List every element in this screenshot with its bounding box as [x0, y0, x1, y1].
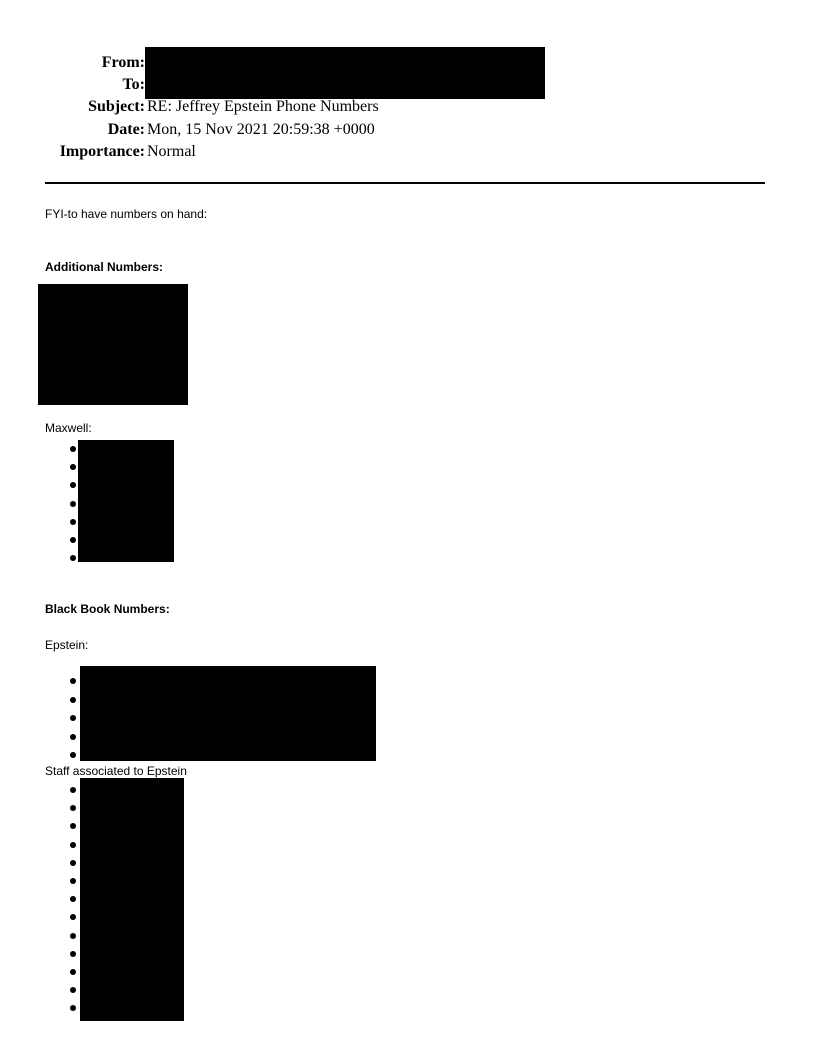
list-bullet — [70, 555, 76, 561]
from-label: From: — [101, 54, 145, 71]
list-bullet — [70, 715, 76, 721]
list-bullet — [70, 752, 76, 758]
list-bullet — [70, 823, 76, 829]
redaction-from-to — [145, 47, 545, 99]
list-bullet — [70, 482, 76, 488]
list-bullet — [70, 987, 76, 993]
staff-label: Staff associated to Epstein — [45, 764, 187, 778]
list-bullet — [70, 787, 76, 793]
intro-text: FYI-to have numbers on hand: — [45, 207, 208, 221]
list-bullet — [70, 805, 76, 811]
importance-value: Normal — [147, 143, 196, 160]
list-bullet — [70, 1005, 76, 1011]
black-book-heading: Black Book Numbers: — [45, 602, 170, 616]
list-bullet — [70, 734, 76, 740]
epstein-label: Epstein: — [45, 638, 89, 652]
redaction-additional-numbers — [38, 284, 188, 405]
maxwell-label: Maxwell: — [45, 421, 92, 435]
list-bullet — [70, 446, 76, 452]
list-bullet — [70, 951, 76, 957]
subject-value: RE: Jeffrey Epstein Phone Numbers — [147, 98, 379, 115]
list-bullet — [70, 501, 76, 507]
list-bullet — [70, 537, 76, 543]
list-bullet — [70, 697, 76, 703]
list-bullet — [70, 842, 76, 848]
header-divider — [45, 182, 765, 184]
redaction-staff-list — [80, 778, 184, 1021]
redaction-maxwell-list — [78, 440, 174, 562]
list-bullet — [70, 878, 76, 884]
to-label: To: — [122, 76, 145, 93]
list-bullet — [70, 969, 76, 975]
list-bullet — [70, 914, 76, 920]
list-bullet — [70, 933, 76, 939]
list-bullet — [70, 678, 76, 684]
list-bullet — [70, 464, 76, 470]
date-value: Mon, 15 Nov 2021 20:59:38 +0000 — [147, 121, 375, 138]
list-bullet — [70, 860, 76, 866]
list-bullet — [70, 519, 76, 525]
subject-label: Subject: — [88, 98, 145, 115]
redaction-epstein-list — [80, 666, 376, 761]
date-label: Date: — [107, 121, 145, 138]
additional-numbers-heading: Additional Numbers: — [45, 260, 164, 274]
importance-label: Importance: — [59, 143, 145, 160]
list-bullet — [70, 896, 76, 902]
